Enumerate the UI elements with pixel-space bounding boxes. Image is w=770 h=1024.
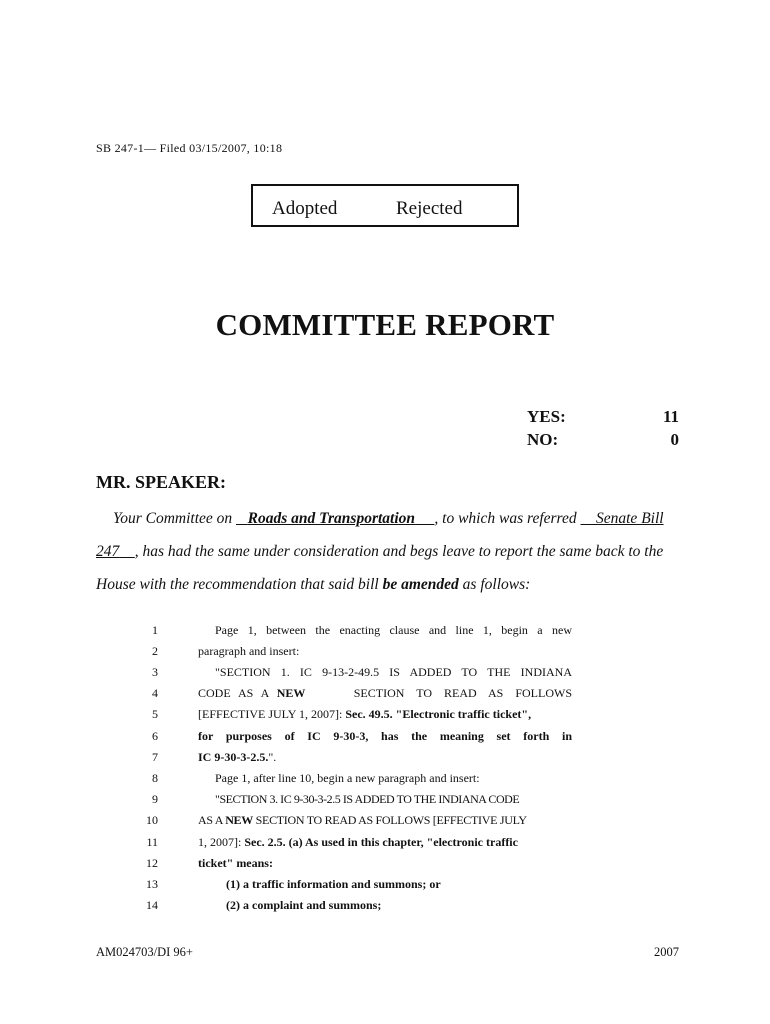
line-number: 6 [152,729,158,743]
page-title: COMMITTEE REPORT [215,307,555,342]
amendment-line: paragraph and insert: [198,644,300,658]
bill-type: Senate Bill [596,510,664,527]
amendment-line: Page 1, after line 10, begin a new paragraph and insert: [215,771,480,785]
line-number: 2 [152,644,158,658]
line-number: 1 [152,623,158,637]
adopted-option: Adopted [272,198,338,219]
amendment-line: (1) a traffic information and summons; or [226,877,441,891]
intro-line-2 [96,543,680,561]
footer-doc-id: AM024703/DI 96+ [96,945,193,959]
yes-label: YES: [527,407,566,426]
line-number: 4 [152,686,158,700]
amendment-line: AS A NEW SECTION TO READ AS FOLLOWS [EFFECTIVE JULY [198,813,527,827]
bill-number: 247 [96,543,120,560]
intro-text: , has had the same under consideration and begs leave to report the same back to the [134,543,664,560]
salutation: MR. SPEAKER: [96,472,226,492]
line-number: 5 [152,707,158,721]
rejected-option: Rejected [396,198,463,219]
line-number: 8 [152,771,158,785]
line-number: 10 [146,813,158,827]
amendment-line: Page 1, between the enacting clause and line 1, begin a new [215,623,572,637]
footer-year: 2007 [654,945,679,959]
line-number: 12 [146,856,158,870]
yes-count: 11 [662,407,679,426]
line-number: 11 [146,835,158,849]
intro-line-1 [113,510,664,528]
amendment-line: "SECTION 1. IC 9-13-2-49.5 IS ADDED TO THE INDIANA [215,665,572,679]
amendment-line: IC 9-30-3-2.5.". [198,750,277,764]
intro-line-3: House with the recommendation that said bill be amended as follows: [96,576,531,593]
amendment-line: (2) a complaint and summons; [226,898,382,912]
line-number: 7 [152,750,158,764]
line-number: 3 [152,665,158,679]
line-number: 14 [146,898,158,912]
adoption-status-box [251,184,519,227]
intro-text: Your Committee on [113,510,237,527]
amendment-line: for purposes of IC 9-30-3, has the meaning set forth in [198,729,572,743]
amendment-line: 1, 2007]: Sec. 2.5. (a) As used in this chapter, "electronic traffic [198,835,518,849]
intro-text: , to which was referred [434,510,581,527]
amendment-line: [EFFECTIVE JULY 1, 2007]: Sec. 49.5. "Electronic traffic ticket", [198,707,532,721]
amendment-line: "SECTION 3. IC 9-30-3-2.5 IS ADDED TO THE INDIANA CODE [215,792,520,806]
committee-name: Roads and Transportation [247,510,416,527]
line-number: 13 [146,877,158,891]
amendment-line: ticket" means: [198,856,273,870]
no-label: NO: [527,430,559,449]
no-count: 0 [670,430,679,449]
line-number: 9 [152,792,158,806]
amendment-line: CODE AS A NEW SECTION TO READ AS FOLLOWS [198,686,572,700]
filing-stamp: SB 247-1— Filed 03/15/2007, 10:18 [96,141,283,155]
amended-emphasis: be amended [382,576,459,593]
